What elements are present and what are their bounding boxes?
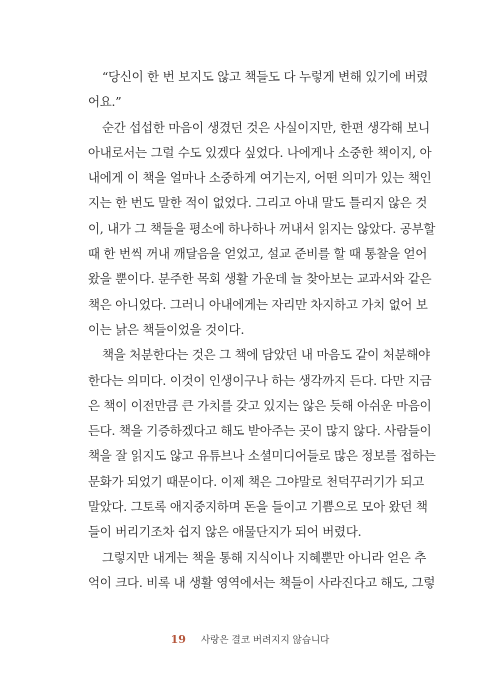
text-line: 이, 내가 그 책들을 평소에 하나하나 꺼내서 읽지는 않았다. 공부할 bbox=[88, 220, 436, 236]
paragraph bbox=[88, 342, 436, 544]
page-footer bbox=[0, 632, 500, 646]
body-text bbox=[88, 64, 436, 595]
paragraph bbox=[88, 115, 436, 343]
text-line: 책을 처분한다는 것은 그 책에 담았던 내 마음도 같이 처분해야 bbox=[102, 347, 430, 363]
paragraph bbox=[88, 545, 436, 596]
page-number: 19 bbox=[170, 633, 186, 646]
text-line: 책을 잘 읽지도 않고 유튜브나 소셜미디어들로 많은 정보를 접하는 bbox=[88, 448, 436, 464]
text-line: 왔을 뿐이다. 분주한 목회 생활 가운데 늘 찾아보는 교과서와 같은 bbox=[88, 271, 432, 287]
running-title: 사랑은 결코 버려지지 않습니다 bbox=[200, 635, 330, 646]
text-line: “당신이 한 번 보지도 않고 책들도 다 누렇게 변해 있기에 버렸 bbox=[102, 69, 428, 84]
text-line: 내에게 이 책을 얼마나 소중하게 여기는지, 어떤 의미가 있는 책인 bbox=[88, 170, 432, 186]
text-line: 순간 섭섭한 마음이 생겼던 것은 사실이지만, 한편 생각해 보니 bbox=[102, 119, 430, 135]
text-line: 들이 버리기조차 쉽지 않은 애물단지가 되어 버렸다. bbox=[88, 524, 362, 540]
text-line: 때 한 번씩 꺼내 깨달음을 얻었고, 설교 준비를 할 때 통찰을 얻어 bbox=[88, 246, 428, 262]
text-line: 은 책이 이전만큼 큰 가치를 갖고 있지는 않은 듯해 아쉬운 마음이 bbox=[88, 397, 432, 413]
text-line: 그렇지만 내게는 책을 통해 지식이나 지혜뿐만 아니라 얻은 추 bbox=[102, 549, 427, 565]
text-line: 든다. 책을 기증하겠다고 해도 받아주는 곳이 많지 않다. 사람들이 bbox=[88, 423, 432, 439]
text-line: 말았다. 그토록 애지중지하며 돈을 들이고 기쁨으로 모아 왔던 책 bbox=[88, 499, 428, 515]
text-line: 지는 한 번도 말한 적이 없었다. 그리고 아내 말도 틀리지 않은 것 bbox=[88, 195, 428, 211]
text-line: 이는 낡은 책들이었을 것이다. bbox=[88, 321, 245, 337]
text-line: 문화가 되었기 때문이다. 이제 책은 그야말로 천덕꾸러기가 되고 bbox=[88, 473, 424, 489]
text-line: 어요.” bbox=[88, 94, 122, 110]
text-line: 아내로서는 그럴 수도 있겠다 싶었다. 나에게나 소중한 책이지, 아 bbox=[88, 144, 432, 160]
text-line: 책은 아니었다. 그러니 아내에게는 자리만 차지하고 가치 없어 보 bbox=[88, 296, 428, 312]
text-line: 한다는 의미다. 이것이 인생이구나 하는 생각까지 든다. 다만 지금 bbox=[88, 372, 432, 388]
text-line: 억이 크다. 비록 내 생활 영역에서는 책들이 사라진다고 해도, 그렇 bbox=[88, 574, 436, 590]
paragraph bbox=[88, 64, 428, 115]
